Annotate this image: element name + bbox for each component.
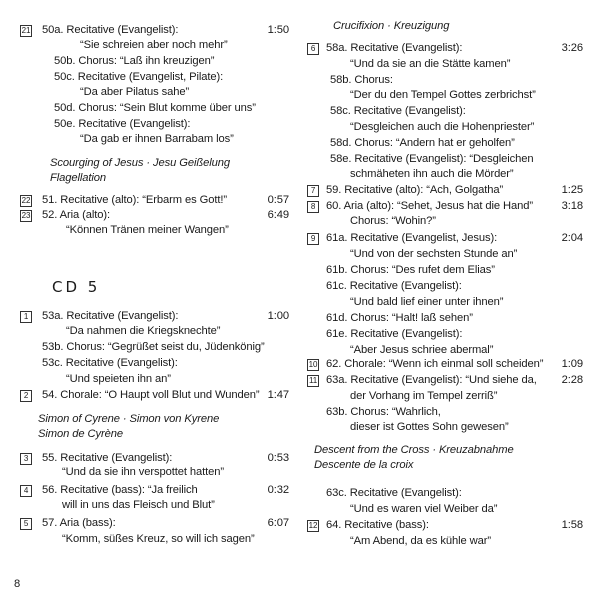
track-duration: 1:00 xyxy=(267,310,289,322)
track-text: “Und bald lief einer unter ihnen” xyxy=(350,296,504,308)
track-number: 23 xyxy=(21,211,31,220)
track-title: 64. Recitative (bass): xyxy=(326,519,429,531)
track-text: “Da gab er ihnen Barrabam los” xyxy=(80,133,234,145)
track-title: 51. Recitative (alto): “Erbarm es Gott!” xyxy=(42,194,228,206)
track-text: “Desgleichen auch die Hohenpriester” xyxy=(350,121,535,133)
track-duration: 1:25 xyxy=(561,184,583,196)
section-heading: Flagellation xyxy=(50,172,107,184)
track-text: 63b. Chorus: “Wahrlich, xyxy=(326,406,441,418)
track-text: 53b. Chorus: “Gegrüßet seist du, Jüdenkönig” xyxy=(42,341,265,353)
track-number: 7 xyxy=(307,185,319,197)
track-text: 63c. Recitative (Evangelist): xyxy=(326,487,462,499)
track-title: 57. Aria (bass): xyxy=(42,517,116,529)
track-text: “Am Abend, da es kühle war” xyxy=(350,535,491,547)
track-duration: 6:07 xyxy=(267,517,289,529)
track-text: 50d. Chorus: “Sein Blut komme über uns” xyxy=(54,102,256,114)
track-duration: 2:28 xyxy=(561,374,583,386)
track-title: 58a. Recitative (Evangelist): xyxy=(326,42,463,54)
track-duration: 2:04 xyxy=(561,232,583,244)
track-number: 2 xyxy=(20,390,32,402)
track-text: 61d. Chorus: “Halt! laß sehen” xyxy=(326,312,473,324)
track-text: “Aber Jesus schriee abermal” xyxy=(350,344,494,356)
track-text: 58b. Chorus: xyxy=(330,74,393,86)
track-duration: 0:32 xyxy=(267,484,289,496)
track-title: 60. Aria (alto): “Sehet, Jesus hat die Hand” xyxy=(326,200,534,212)
cd-heading: CD 5 xyxy=(52,278,101,296)
track-text: 61e. Recitative (Evangelist): xyxy=(326,328,463,340)
track-text: “Und da sie ihn verspottet hatten” xyxy=(62,466,225,478)
track-duration: 6:49 xyxy=(267,209,289,221)
track-text: 61c. Recitative (Evangelist): xyxy=(326,280,462,292)
track-number: 3 xyxy=(20,453,32,465)
track-number: 11 xyxy=(308,376,318,385)
track-text: 50c. Recitative (Evangelist, Pilate): xyxy=(54,71,224,83)
section-heading: Scourging of Jesus · Jesu Geißelung xyxy=(50,157,230,169)
track-title: 61a. Recitative (Evangelist, Jesus): xyxy=(326,232,498,244)
track-number: 5 xyxy=(20,518,32,530)
track-duration: 1:09 xyxy=(561,358,583,370)
track-text: “Und da sie an die Stätte kamen” xyxy=(350,58,511,70)
track-text: “Da nahmen die Kriegsknechte” xyxy=(66,325,221,337)
track-text: “Da aber Pilatus sahe” xyxy=(80,86,190,98)
track-title: 55. Recitative (Evangelist): xyxy=(42,452,173,464)
track-text: 61b. Chorus: “Des rufet dem Elias” xyxy=(326,264,495,276)
track-duration: 0:57 xyxy=(267,194,289,206)
track-text: “Und es waren viel Weiber da” xyxy=(350,503,498,515)
track-title: 54. Chorale: “O Haupt voll Blut und Wunden” xyxy=(42,389,260,401)
page-number: 8 xyxy=(14,578,21,590)
track-number: 8 xyxy=(307,201,319,213)
track-title: 52. Aria (alto): xyxy=(42,209,111,221)
section-heading: Simon de Cyrène xyxy=(38,428,123,440)
track-text: “Und von der sechsten Stunde an” xyxy=(350,248,518,260)
track-title: 53a. Recitative (Evangelist): xyxy=(42,310,179,322)
section-heading: Simon of Cyrene · Simon von Kyrene xyxy=(38,413,220,425)
track-text: “Komm, süßes Kreuz, so will ich sagen” xyxy=(62,533,255,545)
track-title: 63a. Recitative (Evangelist): “Und siehe da, xyxy=(326,374,537,386)
track-number: 9 xyxy=(307,233,319,245)
track-text: 53c. Recitative (Evangelist): xyxy=(42,357,178,369)
track-text: “Und speieten ihn an” xyxy=(66,373,171,385)
track-number: 22 xyxy=(21,196,31,205)
section-heading: Descent from the Cross · Kreuzabnahme xyxy=(314,444,514,456)
track-number: 6 xyxy=(307,43,319,55)
track-title: 56. Recitative (bass): “Ja freilich xyxy=(42,484,198,496)
track-number: 10 xyxy=(308,360,318,369)
track-text: schmäheten ihn auch die Mörder” xyxy=(350,168,514,180)
track-number: 12 xyxy=(308,521,318,530)
track-number: 4 xyxy=(20,485,32,497)
track-duration: 3:26 xyxy=(561,42,583,54)
track-duration: 1:58 xyxy=(561,519,583,531)
section-heading: Descente de la croix xyxy=(314,459,414,471)
track-text: 50e. Recitative (Evangelist): xyxy=(54,118,191,130)
track-text: dieser ist Gottes Sohn gewesen” xyxy=(350,421,509,433)
track-title: 59. Recitative (alto): “Ach, Golgatha” xyxy=(326,184,504,196)
track-text: 50b. Chorus: “Laß ihn kreuzigen” xyxy=(54,55,215,67)
track-text: “Der du den Tempel Gottes zerbrichst” xyxy=(350,89,536,101)
track-number: 1 xyxy=(20,311,32,323)
track-title: 62. Chorale: “Wenn ich einmal soll scheiden” xyxy=(326,358,544,370)
track-text: 58c. Recitative (Evangelist): xyxy=(330,105,466,117)
track-title: 50a. Recitative (Evangelist): xyxy=(42,24,179,36)
track-text: der Vorhang im Tempel zerriß” xyxy=(350,390,498,402)
track-number: 21 xyxy=(21,26,31,35)
track-text: will in uns das Fleisch und Blut” xyxy=(62,499,215,511)
section-heading: Crucifixion · Kreuzigung xyxy=(333,20,450,32)
track-duration: 3:18 xyxy=(561,200,583,212)
track-duration: 1:50 xyxy=(267,24,289,36)
track-text: “Können Tränen meiner Wangen” xyxy=(66,224,229,236)
track-duration: 1:47 xyxy=(267,389,289,401)
track-text: Chorus: “Wohin?” xyxy=(350,215,436,227)
track-text: 58d. Chorus: “Andern hat er geholfen” xyxy=(330,137,515,149)
track-duration: 0:53 xyxy=(267,452,289,464)
track-text: “Sie schreien aber noch mehr” xyxy=(80,39,228,51)
track-text: 58e. Recitative (Evangelist): “Desgleichen xyxy=(330,153,534,165)
